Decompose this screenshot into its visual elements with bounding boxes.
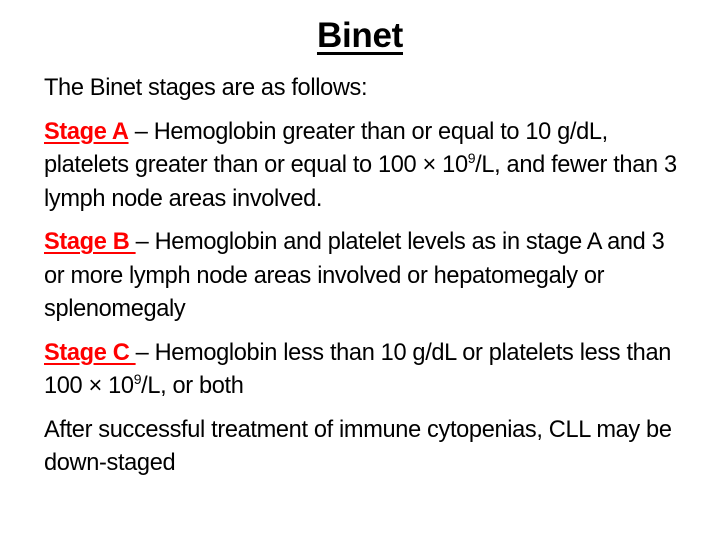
stage-c-label: Stage C bbox=[44, 339, 136, 366]
intro-paragraph: The Binet stages are as follows: bbox=[44, 75, 368, 101]
stage-a-paragraph bbox=[44, 116, 684, 217]
footer-note-paragraph: After successful treatment of immune cytopenias, CLL may be down-staged bbox=[44, 416, 672, 476]
stage-b-label: Stage B bbox=[44, 229, 136, 255]
stage-b-text: – Hemoglobin and platelet levels as in stage A and 3 or more lymph node areas involved or hepatomegaly or splenomegaly bbox=[44, 229, 665, 322]
stage-a-label: Stage A bbox=[44, 118, 129, 145]
stage-c-paragraph bbox=[44, 337, 684, 404]
stage-c-exponent: 9 bbox=[133, 371, 142, 387]
slide-body bbox=[44, 72, 684, 491]
stage-c-text: – Hemoglobin less than 10 g/dL or platelets less than 100 × 10 bbox=[44, 339, 671, 399]
slide-title: Binet bbox=[316, 16, 403, 55]
stage-a-text-end: /L, and fewer than 3 lymph node areas involved. bbox=[44, 152, 677, 212]
stage-a-exponent: 9 bbox=[467, 150, 476, 166]
stage-a-text: – Hemoglobin greater than or equal to 10 g/dL, platelets greater than or equal to 100 × 10 bbox=[44, 118, 608, 178]
stage-b-paragraph bbox=[44, 226, 684, 327]
stage-c-text-end: /L, or both bbox=[141, 373, 244, 399]
